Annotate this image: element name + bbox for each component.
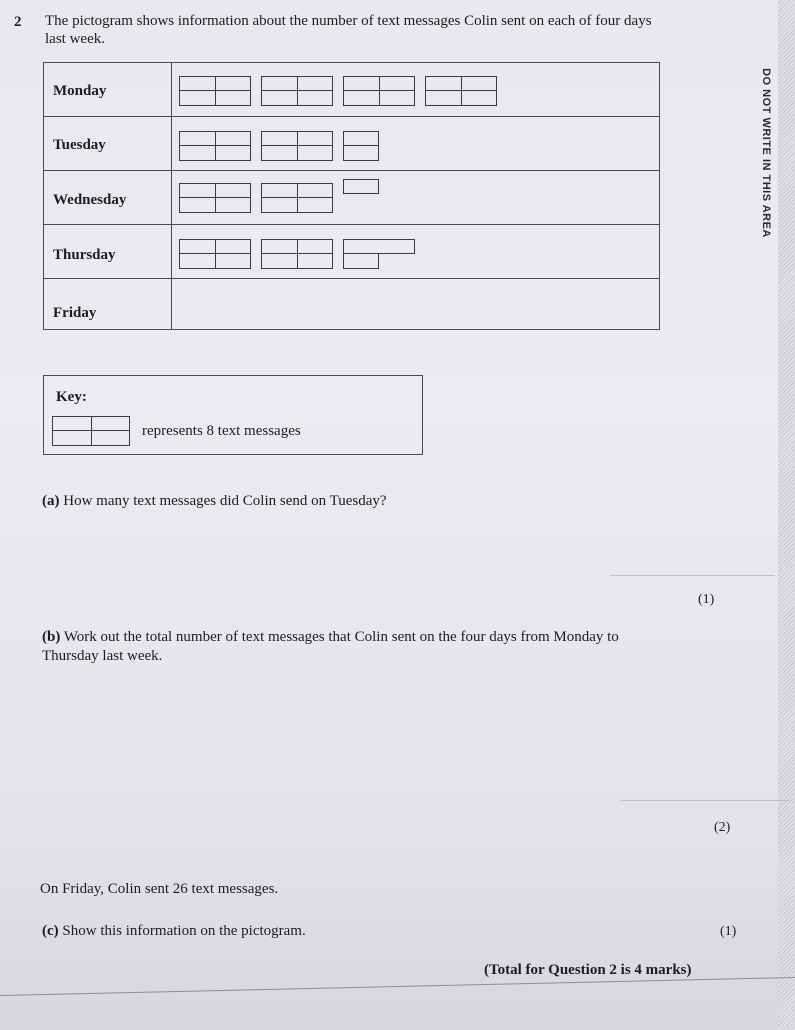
day-label: Friday bbox=[53, 305, 97, 321]
pictogram-symbol-icon bbox=[261, 239, 333, 269]
day-label: Monday bbox=[53, 83, 107, 99]
part-a-text: How many text messages did Colin send on Tuesday? bbox=[63, 493, 387, 509]
key-text: represents 8 text messages bbox=[142, 423, 301, 439]
part-a bbox=[42, 492, 682, 511]
day-label: Tuesday bbox=[53, 137, 106, 153]
friday-info: On Friday, Colin sent 26 text messages. bbox=[40, 881, 279, 897]
part-b bbox=[42, 628, 672, 666]
pictogram-row-monday bbox=[44, 63, 659, 117]
pictogram-symbol-icon bbox=[179, 239, 251, 269]
pictogram-table bbox=[43, 62, 660, 330]
pictogram-symbol-icon bbox=[343, 239, 415, 269]
pictogram-row-friday bbox=[44, 279, 659, 331]
footer-rule bbox=[0, 977, 795, 996]
part-b-marks: (2) bbox=[714, 820, 731, 835]
key-symbol-icon bbox=[52, 416, 130, 446]
pictogram-row-thursday bbox=[44, 225, 659, 279]
pictogram-key bbox=[43, 375, 423, 455]
pictogram-symbol-icon bbox=[261, 183, 333, 213]
total-marks: (Total for Question 2 is 4 marks) bbox=[484, 962, 692, 978]
pictogram-symbol-icon bbox=[343, 76, 415, 106]
pictogram-symbol-icon bbox=[179, 183, 251, 213]
part-c-text: Show this information on the pictogram. bbox=[62, 923, 306, 939]
margin-hatch bbox=[778, 0, 795, 1030]
day-label: Thursday bbox=[53, 247, 116, 263]
answer-line-b[interactable] bbox=[620, 800, 790, 801]
question-number: 2 bbox=[14, 14, 22, 30]
part-c-marks: (1) bbox=[720, 924, 737, 939]
pictogram-symbol-icon bbox=[343, 131, 379, 161]
part-b-text: Work out the total number of text messages that Colin sent on the four days from Monday to Thursday last week. bbox=[42, 629, 619, 664]
pictogram-row-wednesday bbox=[44, 171, 659, 225]
pictogram-symbol-icon bbox=[261, 76, 333, 106]
question-intro: The pictogram shows information about the number of text messages Colin sent on each of four days last week. bbox=[45, 13, 652, 47]
part-c bbox=[42, 922, 306, 941]
day-label: Wednesday bbox=[53, 192, 127, 208]
pictogram-row-tuesday bbox=[44, 117, 659, 171]
pictogram-symbol-icon bbox=[179, 131, 251, 161]
part-c-label: (c) bbox=[42, 923, 59, 939]
pictogram-symbol-icon bbox=[343, 179, 379, 194]
pictogram-symbol-icon bbox=[425, 76, 497, 106]
pictogram-symbol-icon bbox=[179, 76, 251, 106]
answer-line-a[interactable] bbox=[610, 575, 775, 576]
pictogram-symbol-icon bbox=[261, 131, 333, 161]
part-a-label: (a) bbox=[42, 493, 60, 509]
part-b-label: (b) bbox=[42, 629, 61, 645]
key-title: Key: bbox=[56, 389, 87, 405]
margin-note: DO NOT WRITE IN THIS AREA bbox=[760, 68, 772, 238]
part-a-marks: (1) bbox=[698, 592, 715, 607]
